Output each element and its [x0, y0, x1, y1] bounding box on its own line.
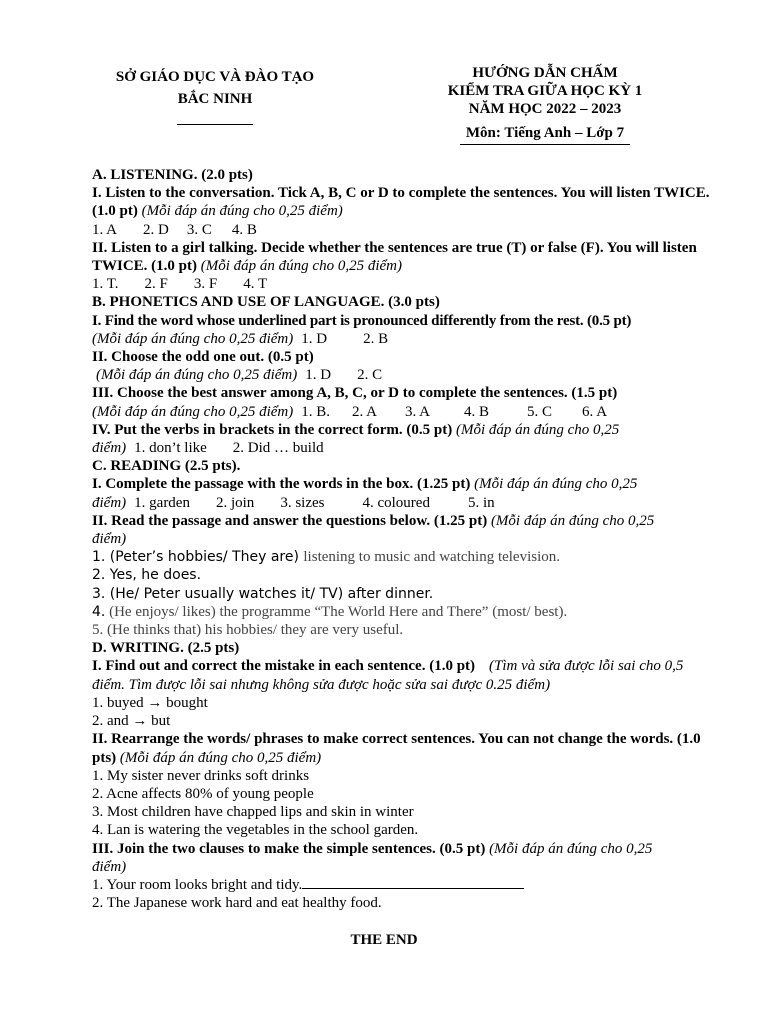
listening-part-2: II. Listen to a girl talking. Decide whether the sentences are true (T) or false (F). You will listen TWICE. (1.0 pt) (Mỗi đáp án đúng cho 0,25 điểm) — [92, 239, 697, 275]
exam-name: KIỂM TRA GIỮA HỌC KỲ 1 — [447, 83, 643, 99]
section-listening-title: A. LISTENING. (2.0 pts) — [92, 167, 253, 183]
phonetics-part-4-answers: điểm) 1. don’t like 2. Did … build — [92, 440, 324, 457]
reading-answer-1: 1. (Peter’s hobbies/ They are) listening to music and watching television. — [92, 549, 561, 566]
answer-blank-line — [302, 876, 524, 889]
reading-part-1-answers: điểm) 1. garden 2. join 3. sizes 4. coloured 5. in — [92, 494, 495, 511]
section-reading-title: C. READING (2.5 pts). — [92, 458, 241, 475]
section-phonetics-title: B. PHONETICS AND USE OF LANGUAGE. (3.0 pts) — [92, 294, 440, 311]
arrow-icon: → — [132, 713, 148, 730]
school-year: NĂM HỌC 2022 – 2023 — [468, 101, 622, 117]
writing-rearrange-2: 2. Acne affects 80% of young people — [92, 785, 314, 802]
subject-underline — [460, 144, 630, 145]
reading-answer-4: 4. (He enjoys/ likes) the programme “The World Here and There” (most/ best). — [92, 603, 568, 620]
arrow-icon: → — [147, 694, 163, 711]
department-name: SỞ GIÁO DỤC VÀ ĐÀO TẠO — [115, 69, 315, 85]
header-underline — [177, 124, 253, 125]
listening-part-1-answers: 1. A 2. D 3. C 4. B — [92, 221, 257, 238]
phonetics-part-3-answers: (Mỗi đáp án đúng cho 0,25 điểm) 1. B. 2. A 3. A 4. B 5. C 6. A — [92, 403, 608, 420]
reading-answer-2: 2. Yes, he does. — [92, 567, 202, 584]
reading-part-2-note: điểm) — [92, 531, 127, 548]
reading-answer-3: 3. (He/ Peter usually watches it/ TV) after dinner. — [92, 585, 434, 602]
writing-part-3-note: điểm) — [92, 858, 127, 875]
reading-answer-5: 5. (He thinks that) his hobbies/ they are very useful. — [92, 622, 404, 639]
writing-correction-1: 1. buyed → bought — [92, 694, 208, 711]
phonetics-part-2-answers: (Mỗi đáp án đúng cho 0,25 điểm) 1. D 2. C — [96, 367, 383, 384]
writing-part-2: II. Rearrange the words/ phrases to make correct sentences. You can not change the words. (1.0 pts) (Mỗi đáp án đúng cho 0,25 điểm) — [92, 731, 701, 766]
exam-header — [400, 64, 690, 145]
listening-part-2-answers: 1. T. 2. F 3. F 4. T — [92, 276, 268, 293]
phonetics-part-4: IV. Put the verbs in brackets in the correct form. (0.5 pt) (Mỗi đáp án đúng cho 0,25 — [92, 421, 620, 438]
phonetics-part-3: III. Choose the best answer among A, B, C, or D to complete the sentences. (1.5 pt) — [92, 385, 618, 402]
province-name: BẮC NINH — [177, 91, 253, 107]
reading-part-2: II. Read the passage and answer the questions below. (1.25 pt) (Mỗi đáp án đúng cho 0,25 — [92, 512, 655, 529]
listening-part-1: I. Listen to the conversation. Tick A, B, C or D to complete the sentences. You will listen TWICE. (1.0 pt) (Mỗi đáp án đúng cho 0,25 điểm) — [92, 185, 710, 220]
writing-rearrange-4: 4. Lan is watering the vegetables in the school garden. — [92, 822, 419, 839]
end-marker: THE END — [350, 932, 418, 948]
answer-body — [92, 166, 712, 912]
writing-correction-2: 2. and → but — [92, 713, 171, 730]
writing-part-3: III. Join the two clauses to make the simple sentences. (0.5 pt) (Mỗi đáp án đúng cho 0,25 — [92, 840, 653, 857]
phonetics-part-1: I. Find the word whose underlined part is pronounced differently from the rest. (0.5 pt) — [92, 312, 632, 329]
phonetics-part-2: II. Choose the odd one out. (0.5 pt) — [92, 349, 314, 366]
writing-join-1: 1. Your room looks bright and tidy. — [92, 876, 712, 894]
doc-type: HƯỚNG DẪN CHẤM — [472, 65, 618, 81]
phonetics-part-1-answers: (Mỗi đáp án đúng cho 0,25 điểm) 1. D 2. B — [92, 330, 389, 347]
writing-part-1: I. Find out and correct the mistake in each sentence. (1.0 pt) (Tìm và sửa được lỗi sai cho 0,5 điểm. Tìm được lỗi sai nhưng không sửa được hoặc sửa sai được 0.25 điểm) — [92, 658, 684, 693]
writing-rearrange-1: 1. My sister never drinks soft drinks — [92, 767, 310, 784]
subject-line: Môn: Tiếng Anh – Lớp 7 — [465, 125, 625, 141]
department-header — [70, 66, 360, 132]
section-writing-title: D. WRITING. (2.5 pts) — [92, 640, 240, 657]
reading-part-1: I. Complete the passage with the words in the box. (1.25 pt) (Mỗi đáp án đúng cho 0,25 — [92, 476, 638, 493]
writing-rearrange-3: 3. Most children have chapped lips and skin in winter — [92, 804, 414, 821]
writing-join-2: 2. The Japanese work hard and eat healthy food. — [92, 895, 382, 912]
